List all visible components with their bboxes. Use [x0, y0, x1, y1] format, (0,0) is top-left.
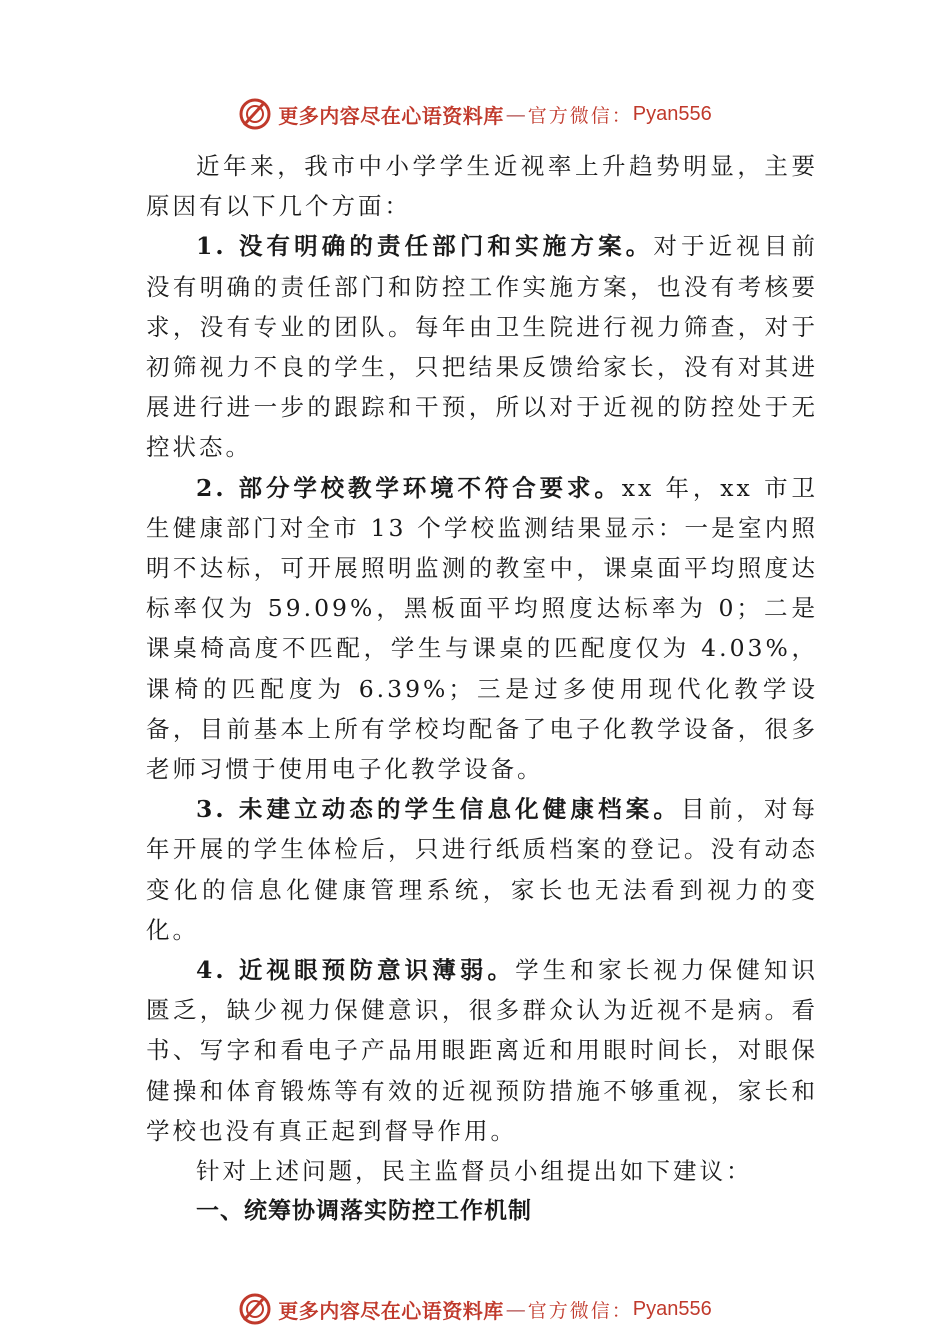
item-text-3: 目前，对每年开展的学生体检后，只进行纸质档案的登记。没有动态变化的信息化健康管理系统，家长也无法看到视力的变化。 — [146, 795, 818, 944]
item-title-1: 1. 没有明确的责任部门和实施方案。 — [196, 232, 654, 261]
watermark-text: 更多内容尽在心语资料库 — [278, 1298, 504, 1323]
suggestion-intro: 针对上述问题，民主监督员小组提出如下建议： — [196, 1157, 753, 1186]
watermark-id: Pyan556 — [632, 1297, 712, 1320]
item-title-2: 2. 部分学校教学环境不符合要求。 — [196, 473, 622, 502]
item-paragraph-2 — [146, 468, 818, 790]
item-text-2: xx 年，xx 市卫生健康部门对全市 13 个学校监测结果显示：一是室内照明不达标，可开展照明监测的教室中，课桌面平均照度达标率仅为 59.09%，黑板面平均照度达标率为 0；二是课桌椅高度不匹配，学生与课桌的匹配度仅为 4.03%，课椅的匹配度为 6.39%；三是过多使用现代化教学设备，目前基本上所有学校均配备了电子化教学设备，很多老师习惯于使用电子化教学设备。 — [146, 473, 819, 784]
footer-watermark — [0, 1289, 950, 1329]
watermark-tail: 官方微信： — [527, 1299, 633, 1322]
item-text-1: 对于近视目前没有明确的责任部门和防控工作实施方案，也没有考核要求，没有专业的团队。每年由卫生院进行视力筛查，对于初筛视力不良的学生，只把结果反馈给家长，没有对其进展进行进一步的跟踪和干预，所以对于近视的防控处于无控状态。 — [146, 232, 819, 462]
library-logo-icon — [238, 1292, 272, 1326]
item-paragraph-4 — [146, 950, 818, 1151]
item-title-4: 4. 近视眼预防意识薄弱。 — [196, 956, 516, 985]
header-watermark — [0, 94, 950, 134]
watermark-separator: — — [505, 1297, 526, 1321]
watermark-separator: — — [505, 102, 526, 126]
watermark-id: Pyan556 — [632, 102, 712, 125]
watermark-text: 更多内容尽在心语资料库 — [278, 103, 504, 128]
document-body — [146, 146, 818, 1231]
item-paragraph-3 — [146, 789, 818, 950]
section-heading: 一、统筹协调落实防控工作机制 — [196, 1198, 532, 1225]
library-logo-icon — [238, 97, 272, 131]
watermark-tail: 官方微信： — [527, 104, 633, 127]
item-title-3: 3. 未建立动态的学生信息化健康档案。 — [196, 795, 681, 824]
item-paragraph-1 — [146, 226, 818, 467]
intro-paragraph: 近年来，我市中小学学生近视率上升趋势明显，主要原因有以下几个方面： — [146, 152, 818, 221]
item-text-4: 学生和家长视力保健知识匮乏，缺少视力保健意识，很多群众认为近视不是病。看书、写字和看电子产品用眼距离近和用眼时间长，对眼保健操和体育锻炼等有效的近视预防措施不够重视，家长和学校也没有真正起到督导作用。 — [146, 956, 818, 1145]
